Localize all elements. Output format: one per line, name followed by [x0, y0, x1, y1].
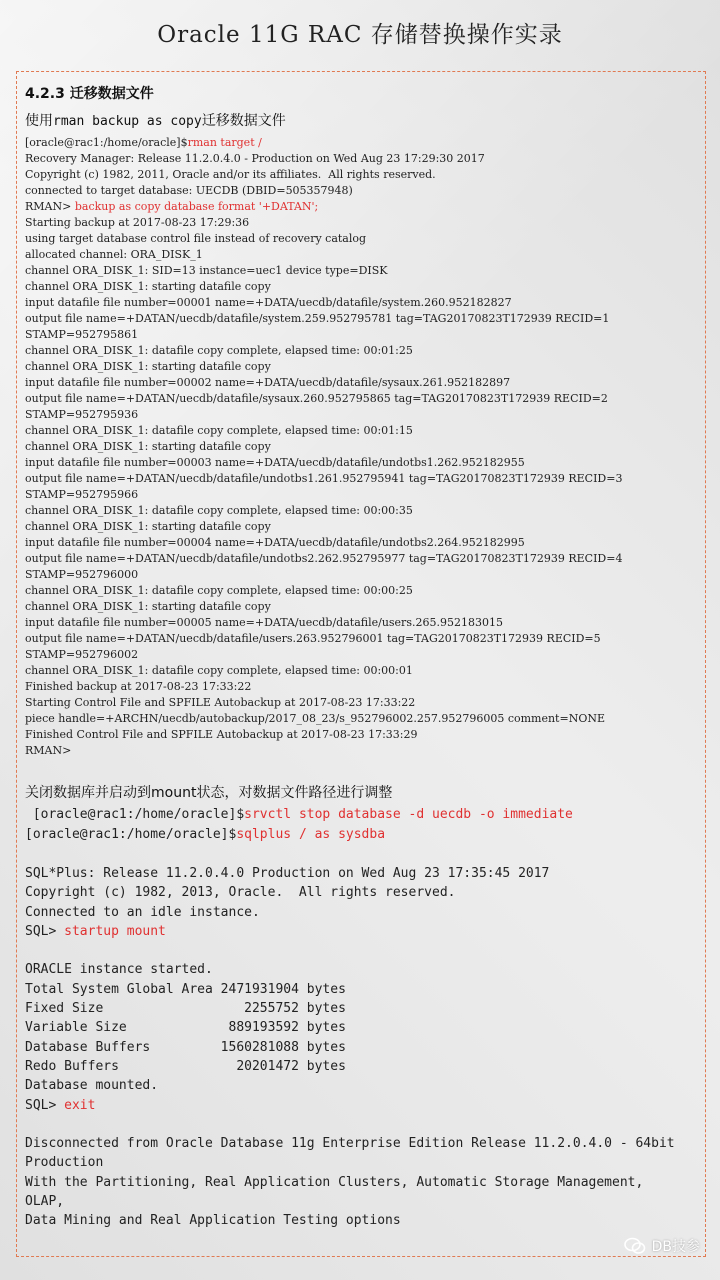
- rman-log-line: [25, 567, 695, 583]
- sqlplus-log-line-text: Disconnected from Oracle Database 11g Enterprise Edition Release 11.2.0.4.0 - 64bit: [25, 1136, 675, 1152]
- rman-log-line-text: Copyright (c) 1982, 2011, Oracle and/or its affiliates. All rights reserved.: [25, 168, 436, 181]
- rman-log-line: [25, 727, 695, 743]
- rman-log-line-text: STAMP=952796000: [25, 568, 139, 581]
- rman-log-line-text: channel ORA_DISK_1: SID=13 instance=uec1 device type=DISK: [25, 264, 388, 277]
- rman-log-line-text: output file name=+DATAN/uecdb/datafile/sysaux.260.952795865 tag=TAG20170823T172939 RECID=2: [25, 392, 608, 405]
- rman-log-line: [25, 487, 695, 503]
- rman-log-line: [25, 695, 695, 711]
- rman-log-command: rman target /: [187, 136, 262, 149]
- sqlplus-log-line-text: Production: [25, 1155, 104, 1171]
- shell-command-line: [25, 825, 573, 845]
- rman-log-line: [25, 343, 695, 359]
- rman-log: [25, 135, 695, 759]
- rman-log-line-text: channel ORA_DISK_1: starting datafile copy: [25, 440, 271, 453]
- rman-log-line: [25, 471, 695, 487]
- rman-log-line-text: [oracle@rac1:/home/oracle]$: [25, 136, 188, 149]
- rman-log-line-text: input datafile file number=00003 name=+DATA/uecdb/datafile/undotbs1.262.952182955: [25, 456, 525, 469]
- rman-log-line: [25, 295, 695, 311]
- rman-log-line-text: channel ORA_DISK_1: starting datafile copy: [25, 280, 271, 293]
- shutdown-intro-text: 关闭数据库并启动到mount状态，对数据文件路径进行调整: [25, 785, 393, 801]
- rman-log-line-text: RMAN>: [25, 200, 72, 213]
- intro-text: [25, 110, 286, 130]
- sqlplus-log-command: startup mount: [56, 923, 166, 939]
- rman-log-line: [25, 535, 695, 551]
- sqlplus-log-line: [25, 1192, 705, 1211]
- rman-log-line-text: channel ORA_DISK_1: datafile copy complete, elapsed time: 00:00:01: [25, 664, 413, 677]
- intro-prefix: 使用: [25, 113, 53, 129]
- rman-log-line-text: STAMP=952795966: [25, 488, 139, 501]
- rman-log-line-text: RMAN>: [25, 744, 72, 757]
- rman-log-line: [25, 151, 695, 167]
- rman-log-line: [25, 215, 695, 231]
- sqlplus-log-line: [25, 941, 705, 960]
- sqlplus-log-line: [25, 1115, 705, 1134]
- rman-log-line: [25, 503, 695, 519]
- rman-log-line-text: output file name=+DATAN/uecdb/datafile/undotbs2.262.952795977 tag=TAG20170823T172939 RECID=4: [25, 552, 623, 565]
- rman-log-line: [25, 199, 695, 215]
- rman-log-line: [25, 599, 695, 615]
- sqlplus-log: [25, 864, 705, 1231]
- rman-log-line-text: piece handle=+ARCHN/uecdb/autobackup/2017_08_23/s_952796002.257.952796005 comment=NONE: [25, 712, 605, 725]
- rman-log-line: [25, 327, 695, 343]
- rman-log-line: [25, 439, 695, 455]
- shell-commands: [25, 805, 573, 845]
- rman-log-line-text: using target database control file instead of recovery catalog: [25, 232, 367, 245]
- rman-log-line: [25, 679, 695, 695]
- rman-log-line-text: channel ORA_DISK_1: starting datafile copy: [25, 360, 271, 373]
- rman-log-line: [25, 167, 695, 183]
- rman-log-line-text: input datafile file number=00005 name=+DATA/uecdb/datafile/users.265.952183015: [25, 616, 503, 629]
- rman-log-line-text: input datafile file number=00002 name=+DATA/uecdb/datafile/sysaux.261.952182897: [25, 376, 511, 389]
- sqlplus-log-line: [25, 1018, 705, 1037]
- sqlplus-log-line: [25, 1153, 705, 1172]
- sqlplus-log-line-text: Variable Size 889193592 bytes: [25, 1020, 346, 1036]
- rman-log-line: [25, 647, 695, 663]
- sqlplus-log-line: [25, 1057, 705, 1076]
- sqlplus-log-line-text: Connected to an idle instance.: [25, 904, 260, 920]
- rman-log-line-text: channel ORA_DISK_1: datafile copy complete, elapsed time: 00:00:25: [25, 584, 413, 597]
- rman-log-line-text: STAMP=952795861: [25, 328, 139, 341]
- rman-log-line-text: STAMP=952795936: [25, 408, 139, 421]
- rman-log-line: [25, 279, 695, 295]
- rman-log-line: [25, 391, 695, 407]
- sqlplus-log-line-text: SQL>: [25, 1097, 57, 1113]
- rman-log-line: [25, 311, 695, 327]
- wechat-icon: [624, 1237, 646, 1255]
- sqlplus-log-line-text: SQL*Plus: Release 11.2.0.4.0 Production on Wed Aug 23 17:35:45 2017: [25, 866, 550, 881]
- intro-command: rman backup as copy: [53, 114, 202, 129]
- rman-log-line: [25, 375, 695, 391]
- sqlplus-log-line-text: Data Mining and Real Application Testing options: [25, 1213, 401, 1229]
- sqlplus-log-line-text: Total System Global Area 2471931904 bytes: [25, 981, 346, 997]
- shell-prompt: [oracle@rac1:/home/oracle]$: [25, 807, 245, 822]
- rman-log-line-text: Starting backup at 2017-08-23 17:29:36: [25, 216, 250, 229]
- rman-log-line: [25, 663, 695, 679]
- rman-log-line: [25, 231, 695, 247]
- rman-log-line: [25, 359, 695, 375]
- shell-command: sqlplus / as sysdba: [236, 827, 386, 842]
- sqlplus-log-line-text: Redo Buffers 20201472 bytes: [25, 1058, 346, 1074]
- section-heading: 4.2.3 迁移数据文件: [25, 86, 154, 102]
- rman-log-line-text: channel ORA_DISK_1: starting datafile copy: [25, 600, 271, 613]
- rman-log-line-text: input datafile file number=00001 name=+DATA/uecdb/datafile/system.260.952182827: [25, 296, 512, 309]
- rman-log-line: [25, 407, 695, 423]
- sqlplus-log-line-text: Copyright (c) 1982, 2013, Oracle. All rights reserved.: [25, 885, 456, 901]
- rman-log-line-text: Finished Control File and SPFILE Autobackup at 2017-08-23 17:33:29: [25, 728, 418, 741]
- shell-command-line: [25, 805, 573, 825]
- rman-log-line: [25, 631, 695, 647]
- sqlplus-log-line-text: Database mounted.: [25, 1078, 159, 1094]
- rman-log-line: [25, 583, 695, 599]
- sqlplus-log-line: [25, 999, 705, 1018]
- page-title: Oracle 11G RAC 存储替换操作实录: [157, 22, 563, 48]
- rman-log-line: [25, 455, 695, 471]
- rman-log-line: [25, 247, 695, 263]
- sqlplus-log-line: [25, 1173, 705, 1192]
- shell-command: srvctl stop database -d uecdb -o immediate: [244, 807, 573, 822]
- rman-log-line-text: allocated channel: ORA_DISK_1: [25, 248, 203, 261]
- sqlplus-log-line: [25, 864, 705, 883]
- intro-suffix: 迁移数据文件: [201, 113, 286, 129]
- rman-log-line-text: output file name=+DATAN/uecdb/datafile/system.259.952795781 tag=TAG20170823T172939 RECID=1: [25, 312, 610, 325]
- rman-log-line-text: input datafile file number=00004 name=+DATA/uecdb/datafile/undotbs2.264.952182995: [25, 536, 525, 549]
- rman-log-line-text: channel ORA_DISK_1: datafile copy complete, elapsed time: 00:00:35: [25, 504, 413, 517]
- rman-log-line: [25, 551, 695, 567]
- sqlplus-log-line: [25, 1096, 705, 1115]
- rman-log-line: [25, 743, 695, 759]
- sqlplus-log-line-text: OLAP,: [25, 1194, 65, 1210]
- rman-log-line-text: channel ORA_DISK_1: datafile copy complete, elapsed time: 00:01:15: [25, 424, 413, 437]
- rman-log-line-text: Recovery Manager: Release 11.2.0.4.0 - Production on Wed Aug 23 17:29:30 2017: [25, 152, 485, 165]
- sqlplus-log-line-text: ORACLE instance started.: [25, 962, 213, 978]
- rman-log-line-text: Finished backup at 2017-08-23 17:33:22: [25, 680, 252, 693]
- rman-log-line-text: output file name=+DATAN/uecdb/datafile/undotbs1.261.952795941 tag=TAG20170823T172939 RECID=3: [25, 472, 623, 485]
- sqlplus-log-line-text: SQL>: [25, 923, 57, 939]
- rman-log-line: [25, 263, 695, 279]
- sqlplus-log-line: [25, 980, 705, 999]
- rman-log-line: [25, 615, 695, 631]
- sqlplus-log-line: [25, 1076, 705, 1095]
- sqlplus-log-line: [25, 1038, 705, 1057]
- rman-log-line-text: output file name=+DATAN/uecdb/datafile/users.263.952796001 tag=TAG20170823T172939 RECID=5: [25, 632, 601, 645]
- rman-log-line-text: connected to target database: UECDB (DBID=505357948): [25, 184, 353, 197]
- sqlplus-log-line: [25, 960, 705, 979]
- sqlplus-log-command: exit: [56, 1097, 96, 1113]
- rman-log-command: backup as copy database format '+DATAN';: [71, 200, 319, 213]
- rman-log-line-text: Starting Control File and SPFILE Autobackup at 2017-08-23 17:33:22: [25, 696, 416, 709]
- sqlplus-log-line-text: With the Partitioning, Real Application Clusters, Automatic Storage Management,: [25, 1174, 644, 1190]
- watermark: [624, 1236, 700, 1256]
- rman-log-line: [25, 183, 695, 199]
- rman-log-line: [25, 135, 695, 151]
- sqlplus-log-line-text: Database Buffers 1560281088 bytes: [25, 1039, 346, 1055]
- sqlplus-log-line: [25, 1134, 705, 1153]
- sqlplus-log-line: [25, 922, 705, 941]
- rman-log-line-text: channel ORA_DISK_1: datafile copy complete, elapsed time: 00:01:25: [25, 344, 413, 357]
- sqlplus-log-line: [25, 883, 705, 902]
- sqlplus-log-line-text: Fixed Size 2255752 bytes: [25, 1001, 346, 1017]
- rman-log-line-text: STAMP=952796002: [25, 648, 139, 661]
- watermark-text: DB技参: [651, 1239, 700, 1255]
- rman-log-line: [25, 423, 695, 439]
- rman-log-line: [25, 711, 695, 727]
- rman-log-line-text: channel ORA_DISK_1: starting datafile copy: [25, 520, 271, 533]
- sqlplus-log-line: [25, 903, 705, 922]
- rman-log-line: [25, 519, 695, 535]
- shell-prompt: [oracle@rac1:/home/oracle]$: [25, 827, 237, 842]
- sqlplus-log-line: [25, 1211, 705, 1230]
